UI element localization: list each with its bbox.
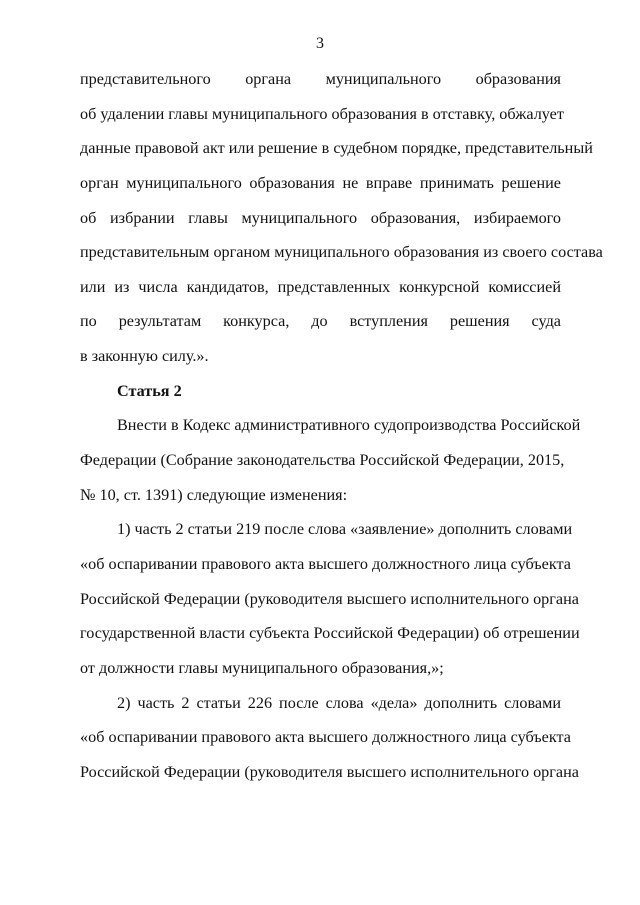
text-line: в законную силу.».: [80, 347, 209, 366]
text-line: Внести в Кодекс административного судопроизводства Российской: [117, 416, 581, 435]
text-line: от должности главы муниципального образования,»;: [80, 658, 444, 677]
text-line: данные правовой акт или решение в судебном порядке, представительный: [80, 139, 593, 158]
text-line: об избрании главы муниципального образования, избираемого: [80, 208, 561, 227]
paragraph-intro: [80, 408, 581, 512]
text-line: Российской Федерации (руководителя высшего исполнительного органа: [80, 762, 579, 781]
text-line: или из числа кандидатов, представленных конкурсной комиссией: [80, 277, 561, 296]
text-line: «об оспаривании правового акта высшего должностного лица субъекта: [80, 554, 571, 573]
text-line: орган муниципального образования не вправе принимать решение: [80, 173, 561, 192]
text-line: об удалении главы муниципального образования в отставку, обжалует: [80, 104, 564, 123]
text-line: представительным органом муниципального образования из своего состава: [80, 243, 603, 262]
paragraph-item-1: [80, 512, 580, 685]
text-line: 1) часть 2 статьи 219 после слова «заявление» дополнить словами: [117, 520, 573, 539]
text-line: 2) часть 2 статьи 226 после слова «дела» дополнить словами: [117, 693, 561, 712]
text-line: № 10, ст. 1391) следующие изменения:: [80, 485, 348, 504]
text-line: «об оспаривании правового акта высшего должностного лица субъекта: [80, 728, 571, 747]
text-line: представительного органа муниципального образования: [80, 70, 561, 88]
text-line: по результатам конкурса, до вступления решения суда: [80, 312, 561, 331]
document-body: [80, 62, 603, 789]
text-line: Российской Федерации (руководителя высшего исполнительного органа: [80, 589, 579, 608]
text-line: государственной власти субъекта Российской Федерации) об отрешении: [80, 624, 580, 643]
paragraph-item-2: [80, 686, 579, 790]
text-line: Федерации (Собрание законодательства Российской Федерации, 2015,: [80, 451, 565, 470]
page-number: 3: [316, 35, 324, 52]
paragraph-continuation: [80, 62, 603, 374]
article-heading: Статья 2: [117, 381, 182, 400]
